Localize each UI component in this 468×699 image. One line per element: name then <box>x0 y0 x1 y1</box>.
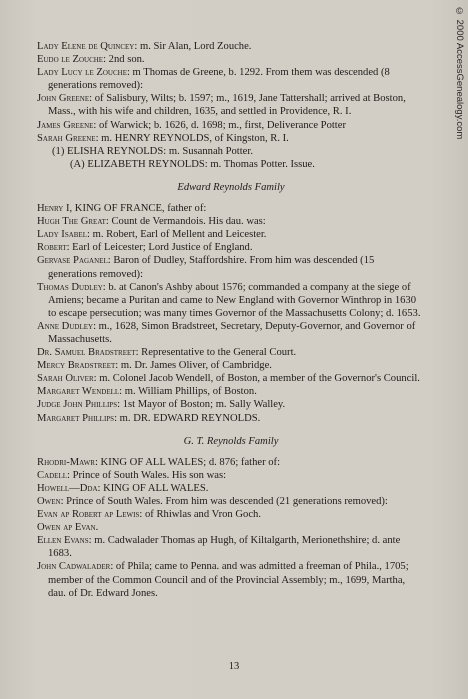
person-name: Judge John Phillips <box>37 399 118 411</box>
entry <box>37 241 425 254</box>
person-details: : Prince of South Wales. His son was: <box>67 469 227 481</box>
entry <box>37 215 425 228</box>
person-details: , KING OF FRANCE, father of: <box>69 203 207 215</box>
entry <box>37 534 425 560</box>
person-details: : m. DR. EDWARD REYNOLDS. <box>114 412 261 424</box>
entry <box>37 372 425 385</box>
person-details: : 2nd son. <box>103 54 145 66</box>
person-details: : KING OF ALL WALES; d. 876; father of: <box>94 456 281 468</box>
person-name: Anne Dudley <box>37 320 94 332</box>
entry <box>37 456 425 469</box>
person-name: Lady Lucy le Zouche <box>37 67 127 79</box>
entry <box>37 254 425 280</box>
entry <box>37 66 425 92</box>
person-details: : Earl of Leicester; Lord Justice of England. <box>66 242 253 254</box>
entry <box>37 469 425 482</box>
person-details: : m. William Phillips, of Boston. <box>119 386 257 398</box>
person-details: : b. at Canon's Ashby about 1576; commanded a company at the siege of Amiens; became a Puritan and came to New England with Governor Winthrop in 1630 to escape persecution; was many times Governor of the Massachusetts Colony; d. 1653. <box>48 281 421 319</box>
person-details: : of Warwick; b. 1626, d. 1698; m., first, Deliverance Potter <box>93 119 346 131</box>
person-name: John Greene <box>37 93 90 105</box>
person-details: : of Rhiwlas and Vron Goch. <box>139 509 261 521</box>
entry <box>37 281 425 320</box>
entry <box>37 320 425 346</box>
entry <box>37 53 425 66</box>
person-details: : 1st Mayor of Boston; m. Sally Walley. <box>117 399 286 411</box>
person-details: : Baron of Dudley, Staffordshire. From him was descended (15 generations removed): <box>48 255 375 280</box>
person-name: Thomas Dudley <box>37 281 103 293</box>
person-name: Hugh The Great <box>37 216 106 228</box>
person-details: : Representative to the General Court. <box>135 347 297 359</box>
entry <box>37 132 425 145</box>
section-heading: G. T. Reynolds Family <box>183 435 279 447</box>
person-details: : Count de Vermandois. His dau. was: <box>105 216 266 228</box>
person-name: Cadell <box>37 469 68 481</box>
entry <box>37 385 425 398</box>
person-details: : m. Colonel Jacob Wendell, of Boston, a member of the Governor's Council. <box>93 373 420 385</box>
person-name: Mercy Bradstreet <box>37 360 116 372</box>
person-name: Evan ap Robert ap Lewis <box>37 509 140 521</box>
person-name: Rhodri-Mawr <box>37 456 95 468</box>
person-details: : of Salisbury, Wilts; b. 1597; m., 1619, Jane Tattershall; arrived at Boston, Mass., with his wife and children, 1635, and settled in Providence, R. I. <box>48 93 406 118</box>
person-name: Robert <box>37 242 67 254</box>
person-name: James Greene <box>37 119 94 131</box>
person-details: : m. Robert, Earl of Mellent and Leicester. <box>86 229 267 241</box>
person-name: Sarah Oliver <box>37 373 94 385</box>
person-name: Sarah Greene <box>37 132 96 144</box>
page-number: 13 <box>228 661 240 672</box>
edward-reynolds-lineage <box>37 202 425 425</box>
page-content <box>37 40 425 600</box>
person-name: Howell—Dda <box>37 482 98 494</box>
entry <box>37 482 425 495</box>
person-name: Owen ap Evan <box>37 522 96 534</box>
entry <box>37 521 425 534</box>
entry <box>37 560 425 599</box>
person-details: : KING OF ALL WALES. <box>97 482 209 494</box>
entry <box>37 119 425 132</box>
person-details: : m., 1628, Simon Bradstreet, Secretary, Deputy-Governor, and Governor of Massachusetts. <box>48 320 416 345</box>
sub-entry: (1) ELISHA REYNOLDS: m. Susannah Potter. <box>52 145 253 157</box>
greene-lineage <box>37 40 425 171</box>
entry <box>37 40 425 53</box>
entry <box>37 346 425 359</box>
entry <box>37 495 425 508</box>
person-name: Lady Isabel <box>37 229 87 241</box>
person-details: : m Thomas de Greene, b. 1292. From them was descended (8 generations removed): <box>48 67 390 92</box>
person-name: Lady Elene de Quincey <box>37 41 135 52</box>
person-name: Margaret Wendell <box>37 386 120 398</box>
person-name: Owen <box>37 496 61 507</box>
person-name: Eudo le Zouche <box>37 54 104 66</box>
person-details: : m. Dr. James Oliver, of Cambridge. <box>115 360 272 372</box>
watermark: © 2000 AccessGenealogy.com <box>454 6 465 140</box>
person-details: : of Phila; came to Penna. and was admitted a freeman of Phila., 1705; member of the Common Council and of the Provincial Assembly; m., 1699, Martha, dau. of Dr. Edward Jones. <box>48 561 409 599</box>
entry <box>37 228 425 241</box>
section-heading: Edward Reynolds Family <box>177 181 285 193</box>
person-details: : m. Cadwalader Thomas ap Hugh, of Kiltalgarth, Merionethshire; d. ante 1683. <box>48 535 401 560</box>
person-details: : m. Sir Alan, Lord Zouche. <box>134 41 252 52</box>
person-details: : m. HENRY REYNOLDS, of Kingston, R. I. <box>95 132 289 144</box>
person-name: Margaret Phillips <box>37 412 115 424</box>
entry <box>37 398 425 411</box>
entry <box>37 202 425 215</box>
person-name: Henry I <box>37 203 70 215</box>
entry <box>37 359 425 372</box>
person-name: Ellen Evans <box>37 535 89 547</box>
gt-reynolds-lineage <box>37 456 425 600</box>
person-name: Dr. Samuel Bradstreet <box>37 347 136 359</box>
person-details: : Prince of South Wales. From him was descended (21 generations removed): <box>60 496 388 507</box>
entry <box>37 412 425 425</box>
person-details: . <box>95 522 99 534</box>
sub-sub-entry: (A) ELIZABETH REYNOLDS: m. Thomas Potter. Issue. <box>70 158 315 170</box>
entry <box>37 508 425 521</box>
person-name: John Cadwalader <box>37 561 111 573</box>
person-name: Gervase Paganel <box>37 255 108 267</box>
entry <box>37 92 425 118</box>
